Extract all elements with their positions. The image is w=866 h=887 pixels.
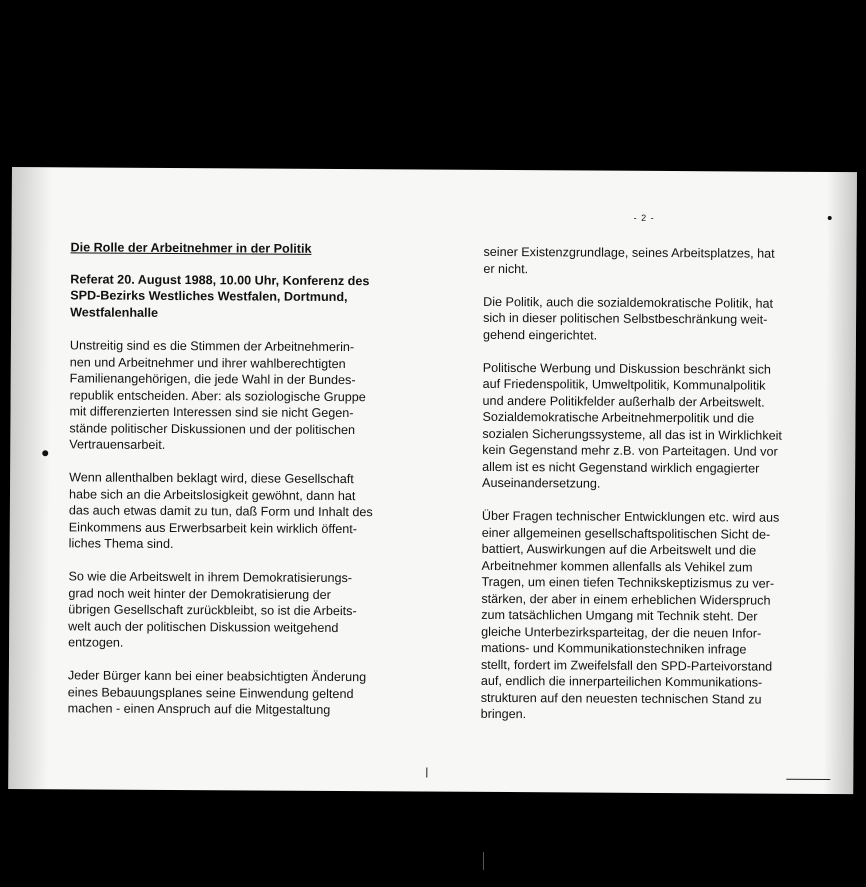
- text-line: Vertrauensarbeit.: [69, 437, 166, 452]
- text-line: mations- und Kommunikationstechniken infrage: [481, 640, 747, 657]
- text-line: Politische Werbung und Diskussion beschränkt sich: [482, 360, 771, 377]
- scan-mark: [483, 852, 484, 870]
- text-line: Die Politik, auch die sozialdemokratische Politik, hat: [483, 294, 774, 311]
- page-number: - 2 -: [633, 212, 655, 223]
- document-subtitle: [70, 271, 415, 323]
- text-line: er nicht.: [483, 261, 529, 276]
- text-line: auf Friedenspolitik, Umweltpolitik, Kommunalpolitik: [482, 376, 766, 393]
- text-line: sich in dieser politischen Selbstbeschränkung weit-: [483, 310, 768, 327]
- text-line: Arbeitnehmer kommen allenfalls als Vehikel zum: [481, 558, 753, 575]
- subtitle-line: Westfalenhalle: [70, 304, 159, 320]
- text-line: kein Gegenstand mehr z.B. von Parteitagen. Und vor: [482, 442, 778, 459]
- text-line: das auch etwas damit zu tun, daß Form und Inhalt des: [68, 503, 373, 520]
- right-column: [481, 244, 834, 741]
- text-line: Über Fragen technischer Entwicklungen etc. wird aus: [481, 508, 780, 525]
- text-line: bringen.: [480, 706, 527, 722]
- text-line: habe sich an die Arbeitslosigkeit gewöhnt, dann hat: [68, 486, 356, 503]
- paragraph: [481, 508, 832, 725]
- text-line: battiert, Auswirkungen auf die Arbeitswelt und die: [481, 541, 757, 558]
- text-line: strukturen auf den neuesten technischen Stand zu: [480, 690, 762, 707]
- scan-mark: [786, 779, 830, 780]
- text-line: zum tatsächlichen Umgang mit Technik steht. Der: [481, 607, 758, 624]
- paragraph: [69, 469, 414, 554]
- text-line: So wie die Arbeitswelt in ihrem Demokratisierungs-: [68, 569, 353, 586]
- text-line: seiner Existenzgrundlage, seines Arbeitsplatzes, hat: [483, 244, 775, 261]
- paragraph: [69, 337, 415, 455]
- text-line: liches Thema sind.: [68, 536, 174, 551]
- text-line: gleiche Unterbezirksparteitag, der die neuen Infor-: [481, 624, 762, 641]
- text-line: Einkommens aus Erwerbsarbeit kein wirklich öffent-: [68, 519, 357, 536]
- text-line: Sozialdemokratische Arbeitnehmerpolitik und die: [482, 409, 755, 426]
- text-line: mit differenzierten Interessen sind sie nicht Gegen-: [69, 404, 354, 421]
- text-line: gehend eingerichtet.: [482, 327, 598, 343]
- scan-mark: [426, 768, 427, 778]
- text-line: grad noch weit hinter der Demokratisierung der: [68, 585, 331, 602]
- text-line: eines Bebauungsplanes seine Einwendung geltend: [67, 684, 354, 701]
- text-line: auf, endlich die innerparteilichen Kommunikations-: [480, 673, 763, 690]
- scanned-page: [8, 167, 857, 794]
- paragraph: [483, 293, 833, 345]
- text-line: stände politischer Diskussionen und der politischen: [69, 420, 356, 437]
- scan-speck: [828, 216, 832, 220]
- text-line: allem ist es nicht Gegenstand wirklich engagierter: [482, 459, 760, 476]
- text-line: Auseinandersetzung.: [482, 475, 601, 491]
- text-line: übrigen Gesellschaft zurückbleibt, so ist die Arbeits-: [68, 602, 357, 619]
- paragraph: [483, 244, 833, 279]
- text-line: sozialen Sicherungssysteme, all das ist in Wirklichkeit: [482, 426, 782, 443]
- text-line: einer allgemeinen gesellschaftspolitischen Sicht de-: [481, 525, 771, 542]
- text-line: Familienangehörigen, die jede Wahl in der Bundes-: [69, 371, 356, 388]
- text-line: Unstreitig sind es die Stimmen der Arbeitnehmerin-: [69, 338, 355, 355]
- text-line: machen - einen Anspruch auf die Mitgestaltung: [67, 701, 331, 717]
- subtitle-line: Referat 20. August 1988, 10.00 Uhr, Konferenz des: [70, 271, 370, 288]
- text-line: Wenn allenthalben beklagt wird, diese Gesellschaft: [69, 470, 354, 487]
- paragraph: [482, 359, 833, 493]
- text-line: stärken, der aber in einem erheblichen Widerspruch: [481, 591, 771, 608]
- paragraph: [68, 568, 413, 653]
- document-title: Die Rolle der Arbeitnehmer in der Politik: [70, 240, 312, 256]
- left-column: [68, 239, 416, 735]
- text-line: republik entscheiden. Aber: als soziologische Gruppe: [69, 387, 366, 404]
- text-line: Jeder Bürger kann bei einer beabsichtigten Änderung: [67, 668, 367, 685]
- text-line: stellt, fordert im Zweifelsfall den SPD-Parteivorstand: [480, 657, 773, 674]
- punch-hole-mark: [42, 450, 48, 456]
- text-line: und andere Politikfelder außerhalb der Arbeitswelt.: [482, 393, 765, 410]
- text-line: entzogen.: [68, 635, 124, 650]
- text-line: nen und Arbeitnehmer und ihrer wahlberechtigten: [69, 354, 346, 371]
- subtitle-line: SPD-Bezirks Westliches Westfalen, Dortmund,: [70, 288, 348, 305]
- paragraph: [68, 667, 413, 719]
- text-line: Tragen, um einen tiefen Technikskeptizismus zu ver-: [481, 574, 775, 591]
- text-line: welt auch der politischen Diskussion weitgehend: [68, 618, 339, 635]
